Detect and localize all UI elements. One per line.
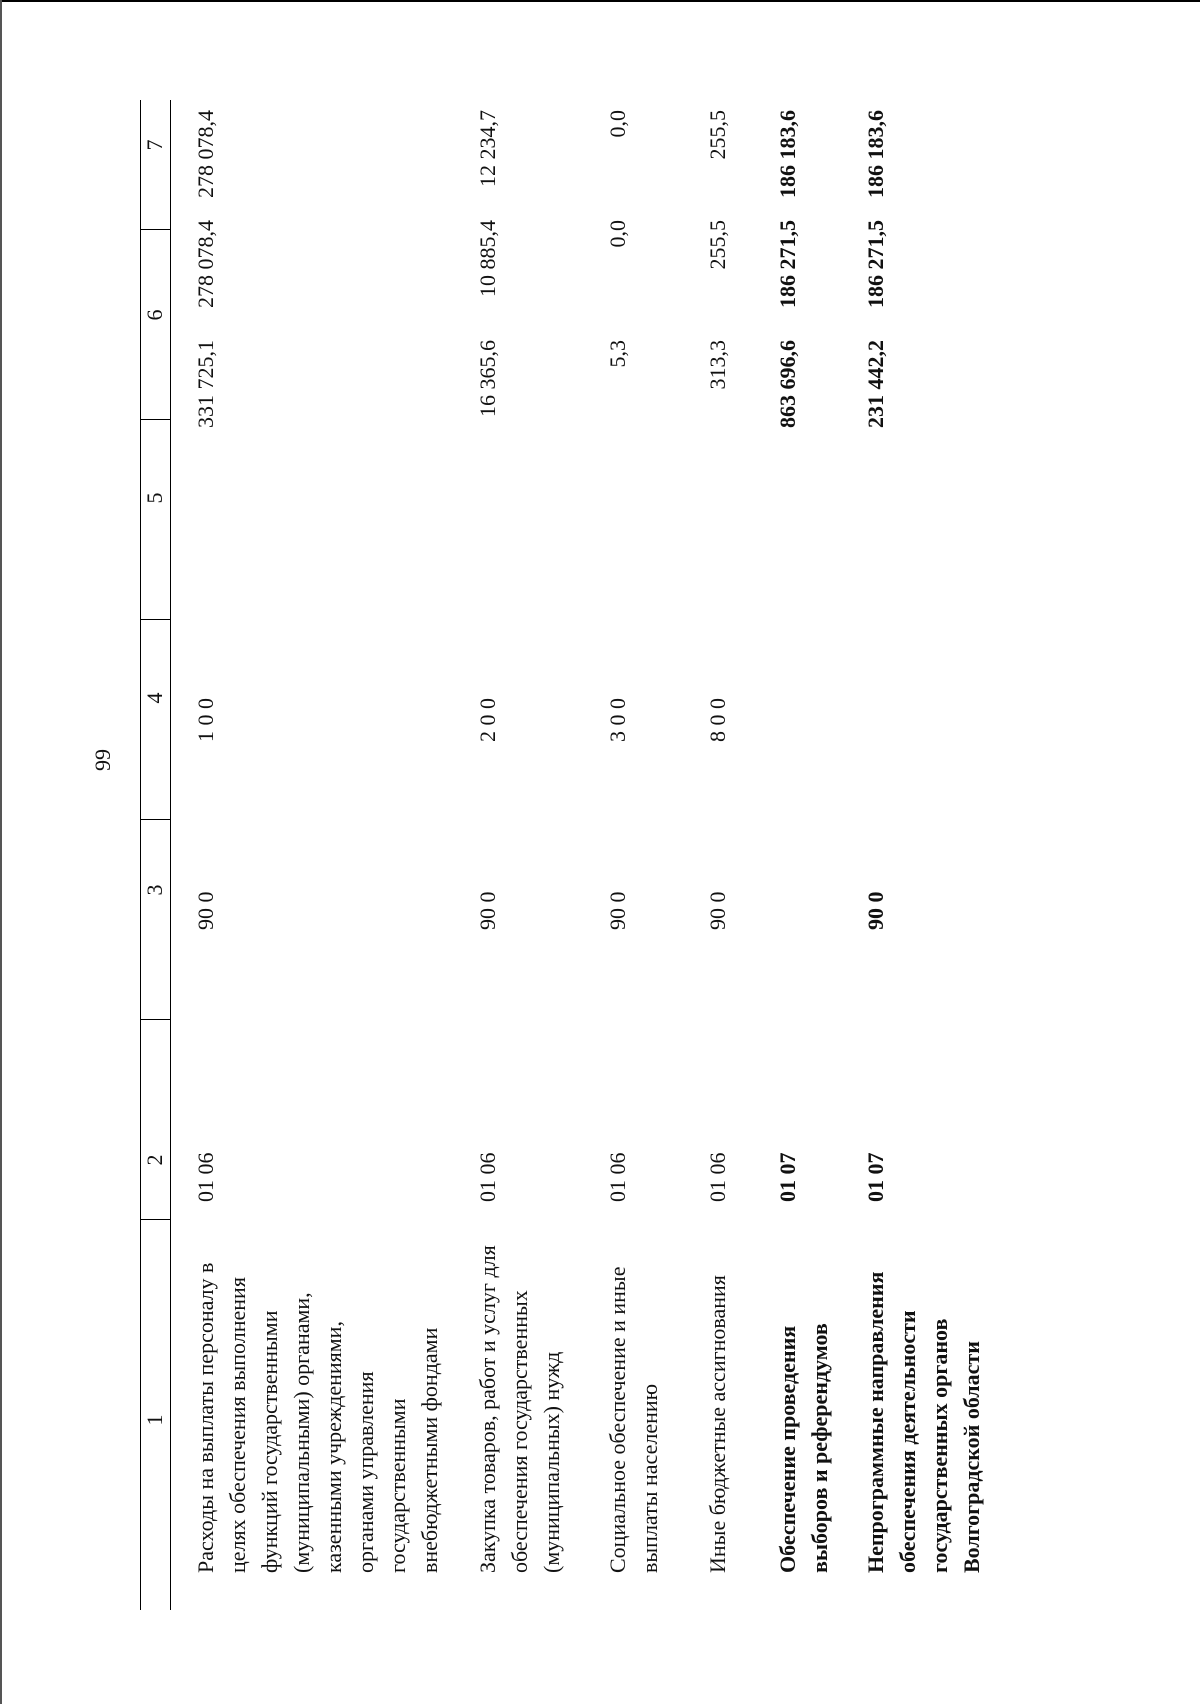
row-section: 01 07	[775, 1152, 800, 1202]
row-program: 90 0	[705, 891, 730, 930]
header-separator	[140, 1219, 170, 1220]
header-separator	[140, 1019, 170, 1020]
row-name: Обеспечение проведения выборов и референдумов	[775, 1323, 832, 1573]
row-value-7: 278 078,4	[193, 110, 218, 198]
row-value-5: 5,3	[605, 340, 630, 368]
row-name: Закупка товаров, работ и услуг для обеспечения государственных (муниципальных) нужд	[475, 1245, 564, 1573]
row-type: 1 0 0	[193, 698, 218, 742]
row-value-6: 0,0	[605, 220, 630, 248]
row-value-5: 331 725,1	[193, 340, 218, 428]
row-type: 2 0 0	[475, 698, 500, 742]
row-name: Расходы на выплаты персоналу в целях обеспечения выполнения функций государственными (муниципальными) органами, казенными учреждениями, органами управления государственными внебюджетными фондами	[193, 1262, 442, 1573]
row-program: 90 0	[475, 891, 500, 930]
row-value-7: 255,5	[705, 110, 730, 160]
row-value-5: 313,3	[705, 340, 730, 390]
row-value-6: 186 271,5	[863, 220, 888, 308]
header-separator	[140, 419, 170, 420]
header-separator	[140, 819, 170, 820]
row-value-7: 0,0	[605, 110, 630, 138]
scan-border-left	[0, 0, 2, 1704]
row-value-7: 12 234,7	[475, 110, 500, 187]
header-separator	[140, 619, 170, 620]
row-value-7: 186 183,6	[863, 110, 888, 198]
table-header-bottom-line	[170, 100, 171, 1610]
row-name: Непрограммные направления обеспечения деятельности государственных органов Волгоградской области	[863, 1271, 984, 1573]
column-header-2: 2	[142, 1154, 167, 1166]
row-section: 01 06	[705, 1152, 730, 1202]
row-name: Социальное обеспечение и иные выплаты населению	[605, 1266, 662, 1573]
column-header-3: 3	[142, 884, 167, 896]
row-section: 01 07	[863, 1152, 888, 1202]
column-header-5: 5	[142, 492, 167, 504]
row-value-6: 10 885,4	[475, 220, 500, 297]
row-section: 01 06	[605, 1152, 630, 1202]
row-name: Иные бюджетные ассигнования	[705, 1275, 730, 1573]
row-value-6: 278 078,4	[193, 220, 218, 308]
row-value-5: 16 365,6	[475, 340, 500, 417]
column-header-6: 6	[142, 309, 167, 321]
rotated-page	[90, 100, 1100, 1610]
row-value-5: 863 696,6	[775, 340, 800, 428]
row-type: 3 0 0	[605, 698, 630, 742]
scan-border-top	[0, 0, 1200, 2]
row-program: 90 0	[863, 891, 888, 930]
column-header-1: 1	[142, 1414, 167, 1426]
row-program: 90 0	[605, 891, 630, 930]
row-value-5: 231 442,2	[863, 340, 888, 428]
page-number: 99	[90, 749, 115, 771]
row-section: 01 06	[475, 1152, 500, 1202]
row-value-7: 186 183,6	[775, 110, 800, 198]
table-header-top-line	[140, 100, 141, 1610]
row-value-6: 186 271,5	[775, 220, 800, 308]
column-header-4: 4	[142, 692, 167, 704]
row-section: 01 06	[193, 1152, 218, 1202]
row-type: 8 0 0	[705, 698, 730, 742]
header-separator	[140, 229, 170, 230]
column-header-7: 7	[142, 139, 167, 151]
row-program: 90 0	[193, 891, 218, 930]
row-value-6: 255,5	[705, 220, 730, 270]
